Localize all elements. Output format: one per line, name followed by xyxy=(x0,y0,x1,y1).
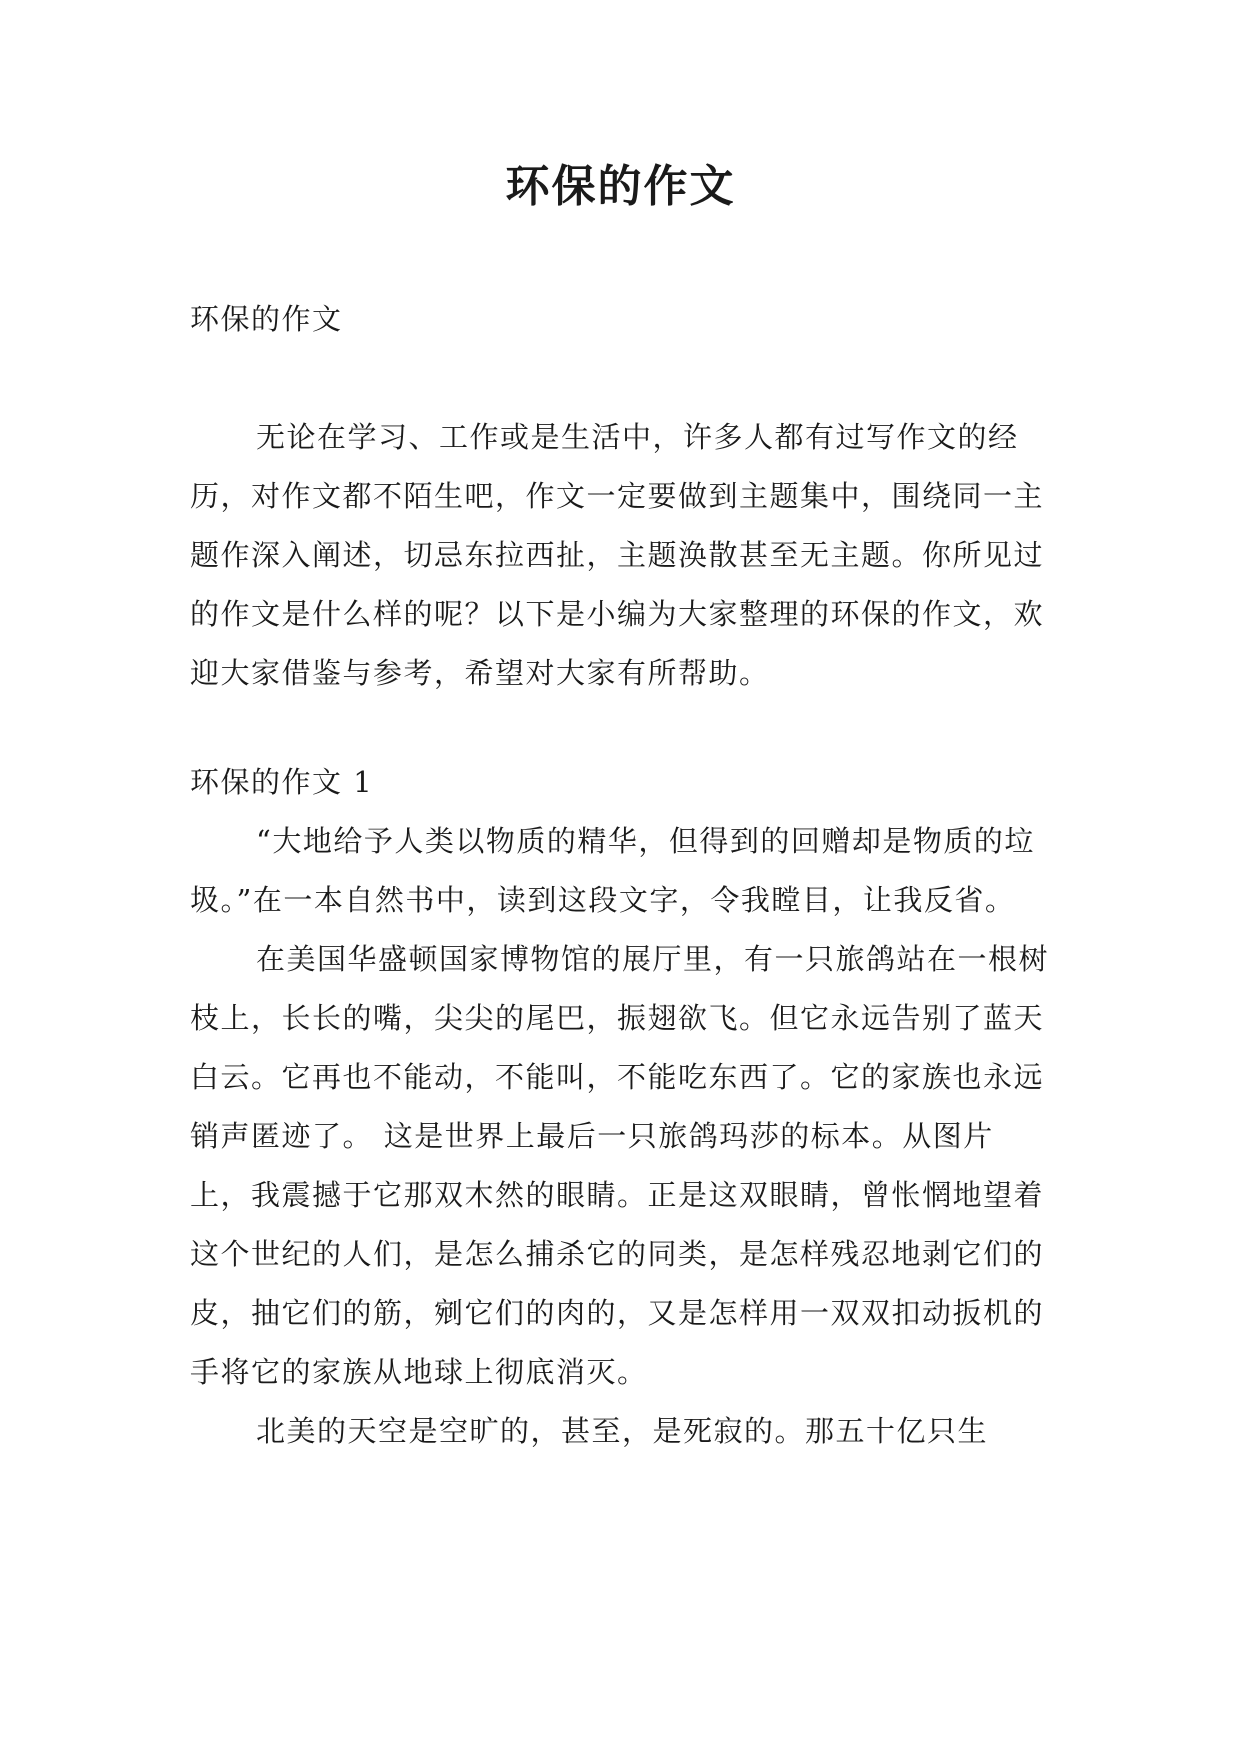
document-body xyxy=(190,290,1050,1461)
document-title: 环保的作文 xyxy=(505,161,736,212)
body-paragraph-1: “大地给予人类以物质的精华，但得到的回赠却是物质的垃圾。”在一本自然书中，读到这段文字，令我瞠目，让我反省。 xyxy=(190,824,1035,917)
subtitle: 环保的作文 xyxy=(190,302,343,336)
body-paragraph-3: 北美的天空是空旷的，甚至，是死寂的。那五十亿只生 xyxy=(256,1414,989,1448)
body-paragraph-2: 在美国华盛顿国家博物馆的展厅里，有一只旅鸽站在一根树枝上，长长的嘴，尖尖的尾巴，振翅欲飞。但它永远告别了蓝天白云。它再也不能动，不能叫，不能吃东西了。它的家族也永远销声匿迹了。 这是世界上最后一只旅鸽玛莎的标本。从图片上，我震撼于它那双木然的眼睛。正是这双眼睛，曾怅惘地望着这个世纪的人们，是怎么捕杀它的同类，是怎样残忍地剥它们的皮，抽它们的筋，剜它们的肉的，又是怎样用一双双扣动扳机的手将它的家族从地球上彻底消灭。 xyxy=(190,942,1050,1389)
intro-paragraph: 无论在学习、工作或是生活中，许多人都有过写作文的经历，对作文都不陌生吧，作文一定要做到主题集中，围绕同一主题作深入阐述，切忌东拉西扯，主题涣散甚至无主题。你所见过的作文是什么样的呢？以下是小编为大家整理的环保的作文，欢迎大家借鉴与参考，希望对大家有所帮助。 xyxy=(190,420,1045,690)
section-heading: 环保的作文 1 xyxy=(190,765,374,799)
